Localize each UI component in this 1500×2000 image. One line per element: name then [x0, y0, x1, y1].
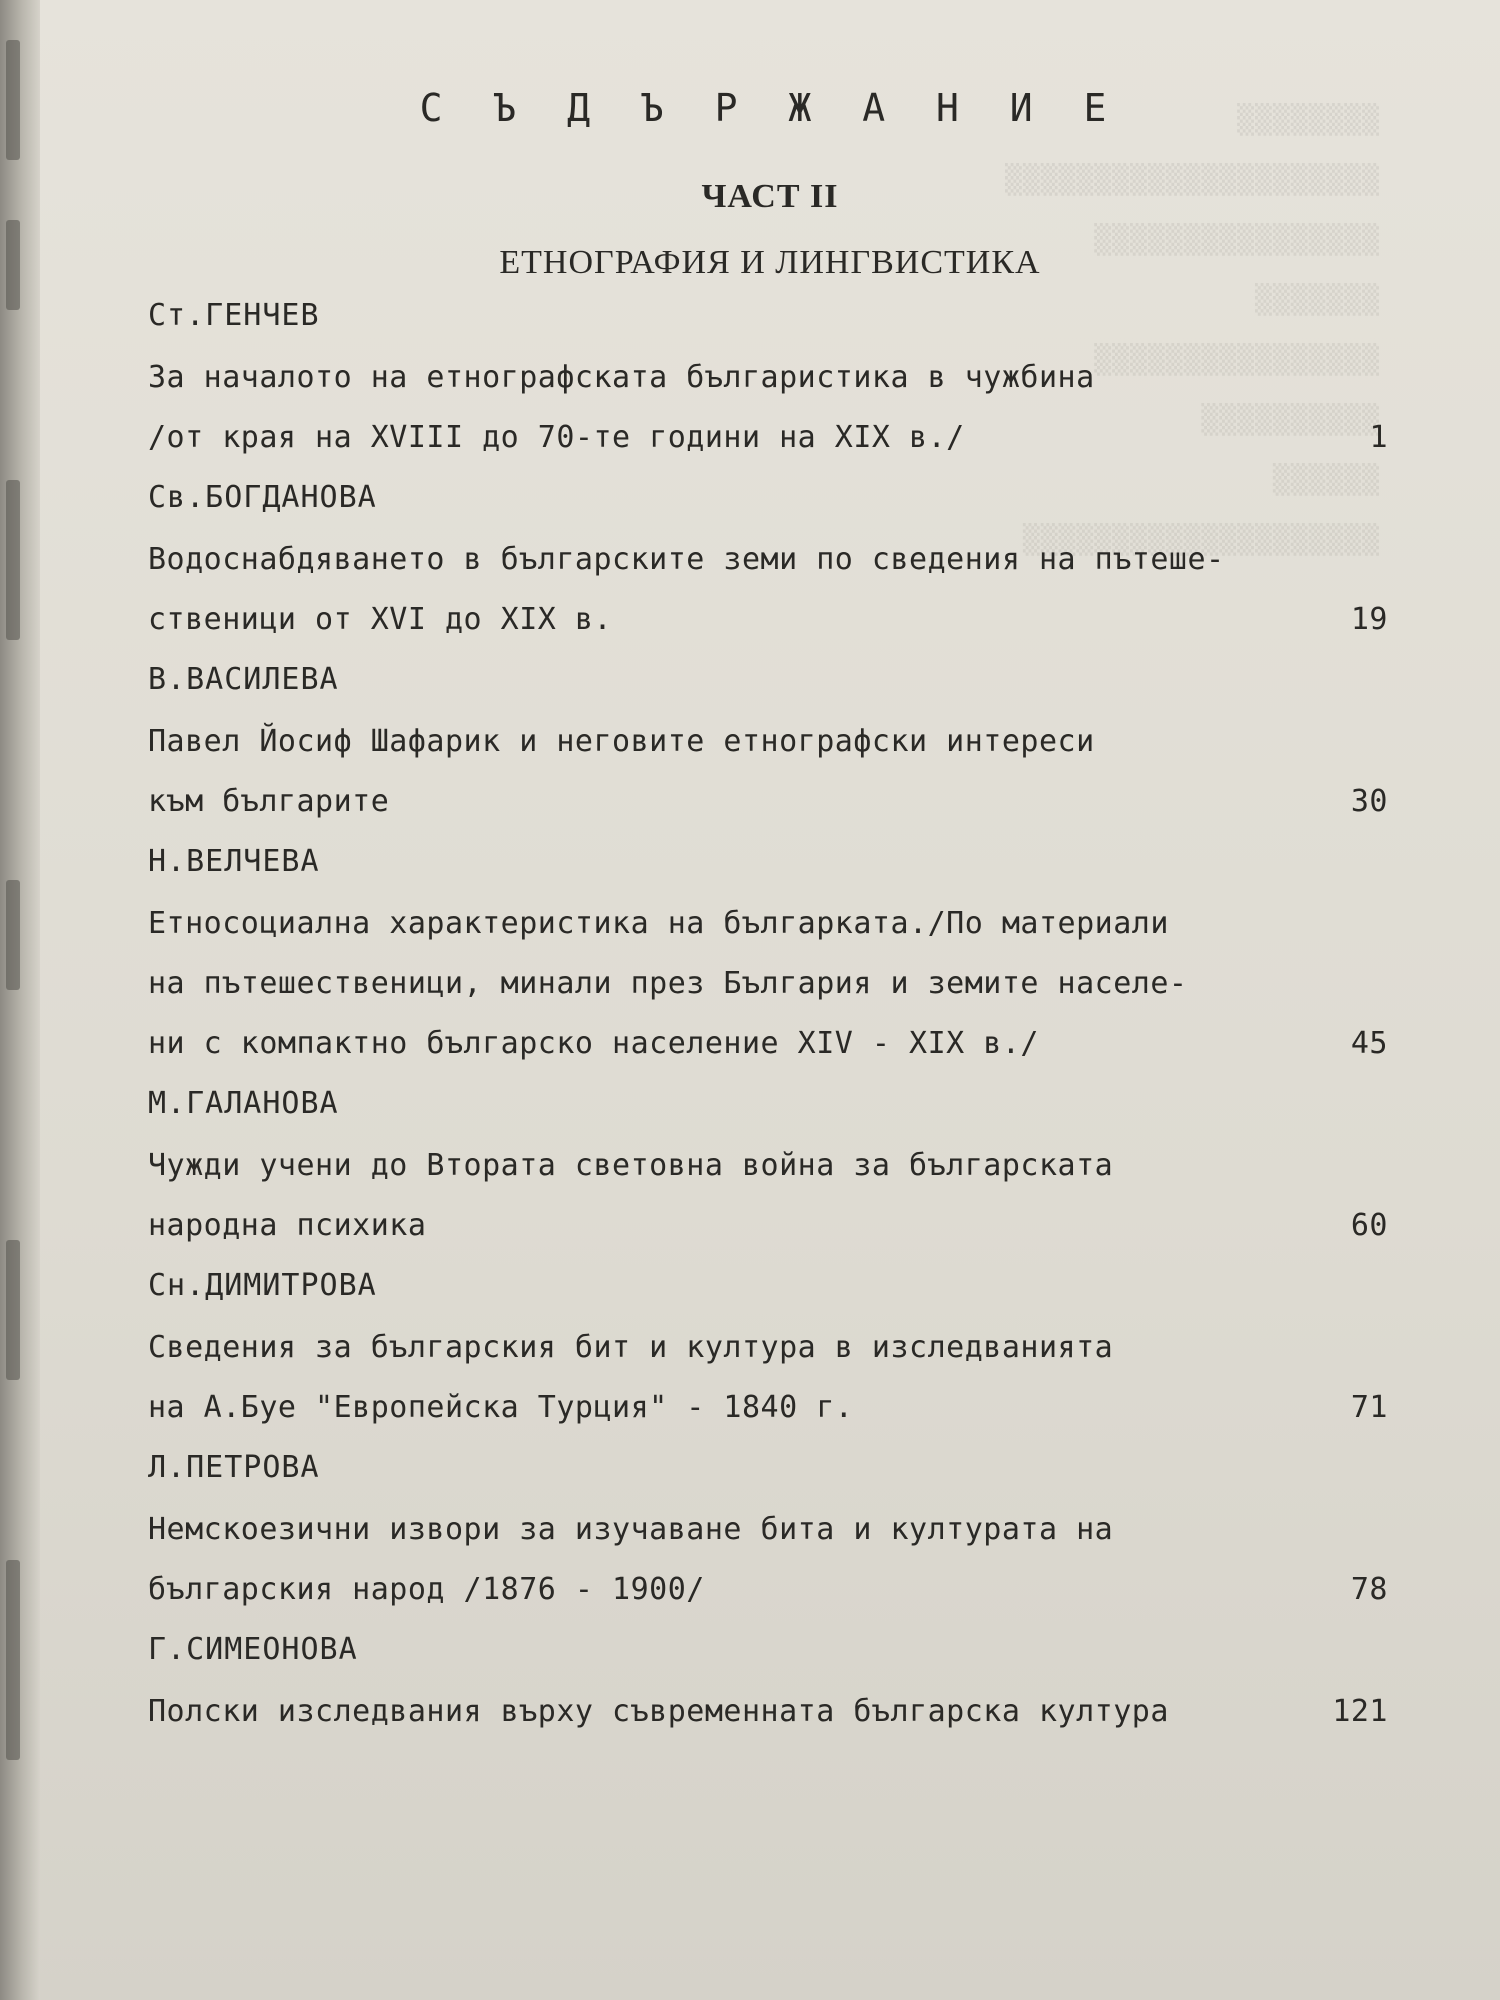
entry-title-line	[148, 1196, 1388, 1256]
entry-title-text: народна психика	[148, 1208, 427, 1243]
entry-title-line	[148, 408, 1388, 468]
document-page	[40, 0, 1500, 2000]
toc-entry	[148, 656, 1388, 832]
entry-title-line	[148, 590, 1388, 650]
entry-page-number: 60	[1350, 1208, 1388, 1243]
entry-title-line: Павел Йосиф Шафарик и неговите етнографски интереси	[148, 724, 1095, 759]
entry-author: М.ГАЛАНОВА	[148, 1086, 339, 1121]
entry-author: В.ВАСИЛЕВА	[148, 662, 339, 697]
entry-page-number: 1	[1369, 420, 1388, 455]
entry-title-text: към българите	[148, 784, 390, 819]
entry-page-number: 78	[1350, 1572, 1388, 1607]
entry-author: Н.ВЕЛЧЕВА	[148, 844, 320, 879]
entry-title-text: ни с компактно българско население XIV - XIX в./	[148, 1026, 1039, 1061]
entry-title-line: За началото на етнографската българистика в чужбина	[148, 360, 1095, 395]
entry-title-line: Водоснабдяването в българските земи по сведения на пътеше-	[148, 542, 1225, 577]
entry-title-text: Полски изследвания върху съвременната българска култура	[148, 1694, 1169, 1729]
section-heading: ЕТНОГРАФИЯ И ЛИНГВИСТИКА	[499, 244, 1041, 281]
entry-page-number: 121	[1332, 1694, 1388, 1729]
entry-title-text: на А.Буе "Европейска Турция" - 1840 г.	[148, 1390, 854, 1425]
entry-page-number: 30	[1350, 784, 1388, 819]
bleed-through-text: ▒▒▒▒▒▒▒▒ ▒▒▒▒▒▒▒▒▒▒▒▒▒▒▒▒▒▒▒▒▒ ▒▒▒▒▒▒▒▒▒▒▒▒▒▒▒▒ ▒▒▒▒▒▒▒ ▒▒▒▒▒▒▒▒▒▒▒▒▒▒▒▒ ▒▒▒▒▒▒▒▒▒▒ ▒▒▒▒▒▒ ▒▒▒▒▒▒▒▒▒▒▒▒▒▒▒▒▒▒▒▒	[1004, 103, 1380, 556]
part-heading: ЧАСТ II	[701, 178, 839, 215]
entry-author: Св.БОГДАНОВА	[148, 480, 377, 515]
toc-entry	[148, 474, 1388, 650]
entry-title-text: /от края на XVIII до 70-те години на XIX в./	[148, 420, 965, 455]
toc-entry	[148, 1626, 1388, 1742]
entry-title-line: Сведения за българския бит и култура в изследванията	[148, 1330, 1114, 1365]
table-of-contents	[148, 292, 1388, 1742]
page-title: С Ъ Д Ъ Р Ж А Н И Е	[419, 86, 1121, 130]
entry-author: Л.ПЕТРОВА	[148, 1450, 320, 1485]
entry-title-line: Етносоциална характеристика на българката./По материали	[148, 906, 1169, 941]
entry-page-number: 71	[1350, 1390, 1388, 1425]
toc-entry	[148, 1080, 1388, 1256]
entry-title-line	[148, 1560, 1388, 1620]
entry-title-line	[148, 1682, 1388, 1742]
toc-entry	[148, 292, 1388, 468]
entry-page-number: 45	[1350, 1026, 1388, 1061]
entry-title-text: българския народ /1876 - 1900/	[148, 1572, 705, 1607]
entry-page-number: 19	[1350, 602, 1388, 637]
entry-title-text: ственици от XVI до XIX в.	[148, 602, 613, 637]
entry-title-line: Немскоезични извори за изучаване бита и културата на	[148, 1512, 1114, 1547]
toc-entry	[148, 1444, 1388, 1620]
entry-author: Г.СИМЕОНОВА	[148, 1632, 358, 1667]
entry-title-line	[148, 772, 1388, 832]
toc-entry	[148, 838, 1388, 1074]
entry-title-line: Чужди учени до Втората световна война за българската	[148, 1148, 1114, 1183]
entry-title-line	[148, 1378, 1388, 1438]
entry-title-line: на пътешественици, минали през България и земите населе-	[148, 966, 1188, 1001]
toc-entry	[148, 1262, 1388, 1438]
entry-author: Ст.ГЕНЧЕВ	[148, 298, 320, 333]
entry-title-line	[148, 1014, 1388, 1074]
entry-author: Сн.ДИМИТРОВА	[148, 1268, 377, 1303]
book-spine	[0, 0, 40, 2000]
